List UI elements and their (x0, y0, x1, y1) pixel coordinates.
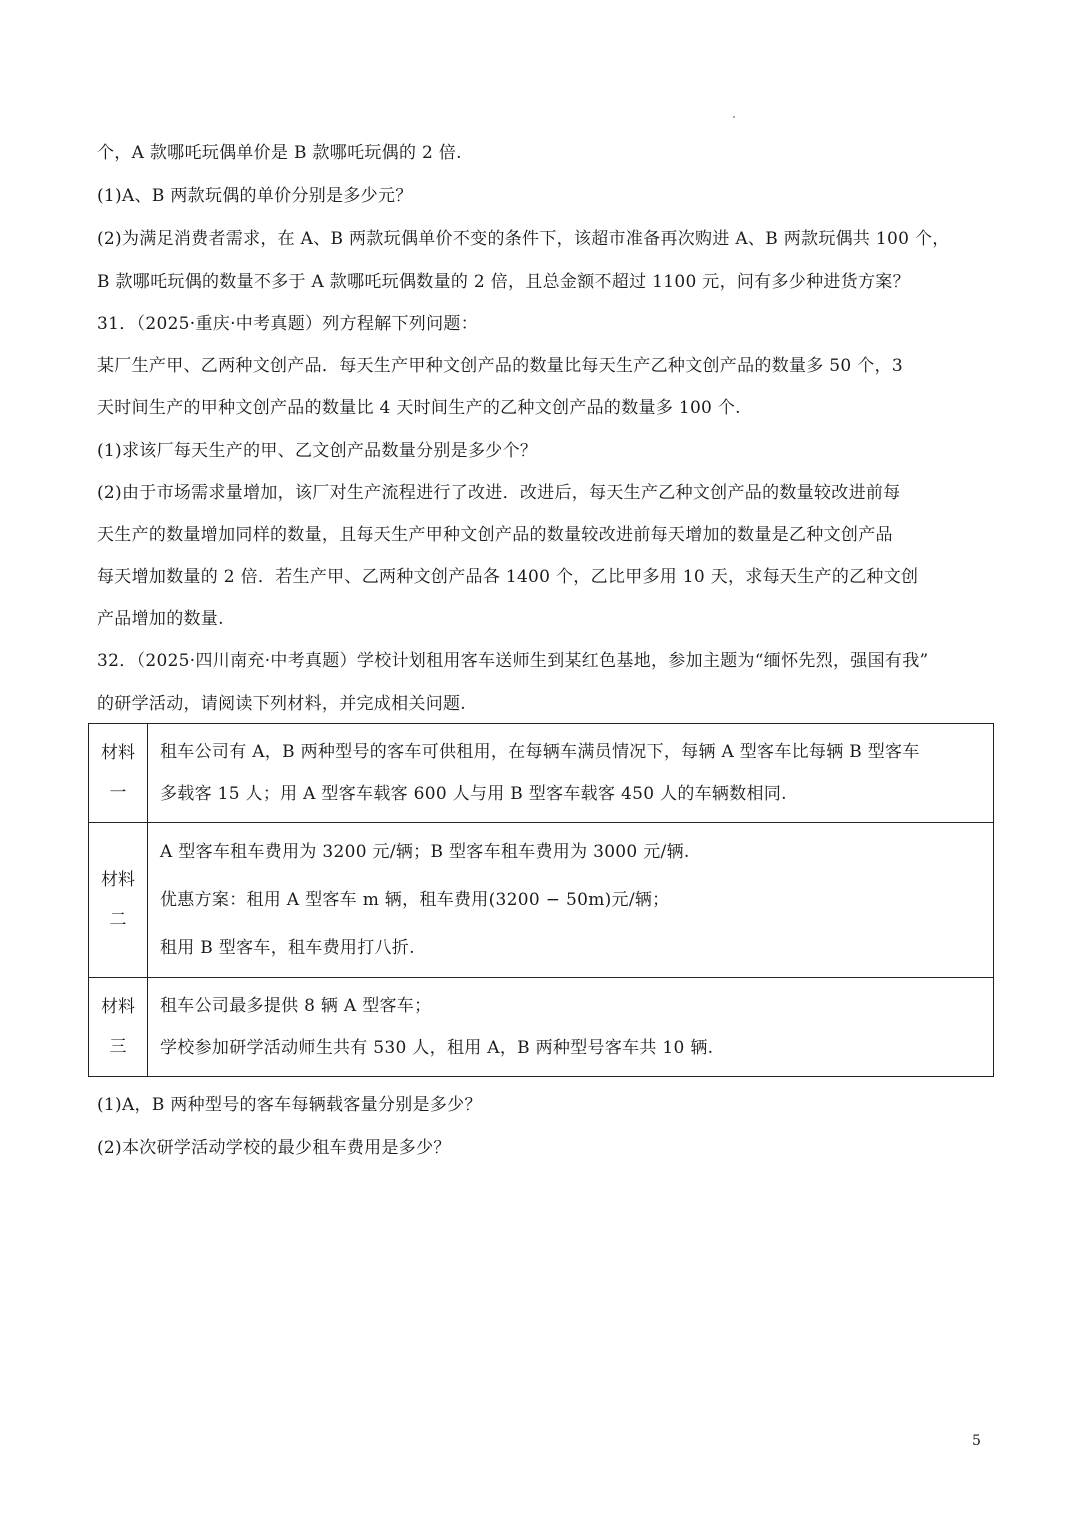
question-32-heading: 32．（2025·四川南充·中考真题）学校计划租用客车送师生到某红色基地，参加主题为“缅怀先烈，强国有我” (97, 651, 929, 671)
text-line: B 款哪吒玩偶的数量不多于 A 款哪吒玩偶数量的 2 倍，且总金额不超过 1100 元，问有多少种进货方案？ (97, 272, 910, 292)
material-label: 材料 (101, 743, 135, 763)
text-line: 天生产的数量增加同样的数量，且每天生产甲种文创产品的数量较改进前每天增加的数量是乙种文创产品 (97, 525, 893, 545)
materials-table (88, 723, 994, 1077)
text-line: (1)A，B 两种型号的客车每辆载客量分别是多少？ (97, 1095, 482, 1115)
text-line: 天时间生产的甲种文创产品的数量比 4 天时间生产的乙种文创产品的数量多 100 个. (97, 398, 741, 418)
material-label-cell (89, 724, 148, 823)
scan-speck (733, 116, 735, 118)
material-text: 租车公司有 A，B 两种型号的客车可供租用，在每辆车满员情况下，每辆 A 型客车比每辆 B 型客车 (160, 742, 920, 762)
material-label: 一 (109, 783, 127, 803)
material-text: 租车公司最多提供 8 辆 A 型客车； (160, 996, 432, 1016)
text-line: (1)求该厂每天生产的甲、乙文创产品数量分别是多少个？ (97, 441, 538, 461)
material-label: 二 (109, 910, 127, 930)
table-row (89, 724, 994, 823)
material-text: 优惠方案：租用 A 型客车 m 辆，租车费用(3200 − 50m)元/辆； (160, 890, 670, 910)
material-label: 材料 (101, 997, 135, 1017)
material-text: 学校参加研学活动师生共有 530 人，租用 A，B 两种型号客车共 10 辆. (160, 1038, 714, 1058)
material-label-cell (89, 823, 148, 978)
table-row (89, 823, 994, 978)
text-line: (2)为满足消费者需求，在 A、B 两款玩偶单价不变的条件下，该超市准备再次购进 A、B 两款玩偶共 100 个， (97, 229, 950, 249)
material-content-cell (148, 978, 994, 1077)
text-line: 某厂生产甲、乙两种文创产品．每天生产甲种文创产品的数量比每天生产乙种文创产品的数量多 50 个，3 (97, 356, 903, 376)
material-label: 材料 (101, 870, 135, 890)
material-content-cell (148, 823, 994, 978)
text-line: 个，A 款哪吒玩偶单价是 B 款哪吒玩偶的 2 倍. (97, 143, 462, 163)
material-text: A 型客车租车费用为 3200 元/辆；B 型客车租车费用为 3000 元/辆. (160, 842, 690, 862)
material-label-cell (89, 978, 148, 1077)
material-label: 三 (109, 1037, 127, 1057)
text-line: 的研学活动，请阅读下列材料，并完成相关问题. (97, 694, 467, 714)
text-line: 每天增加数量的 2 倍．若生产甲、乙两种文创产品各 1400 个，乙比甲多用 10 天，求每天生产的乙种文创 (97, 567, 919, 587)
material-text: 租用 B 型客车，租车费用打八折. (160, 938, 415, 958)
text-line: (1)A、B 两款玩偶的单价分别是多少元？ (97, 186, 413, 206)
text-line: (2)本次研学活动学校的最少租车费用是多少？ (97, 1138, 451, 1158)
text-line: (2)由于市场需求量增加，该厂对生产流程进行了改进．改进后，每天生产乙种文创产品的数量较改进前每 (97, 483, 901, 503)
material-content-cell (148, 724, 994, 823)
material-text: 多载客 15 人；用 A 型客车载客 600 人与用 B 型客车载客 450 人的车辆数相同. (160, 784, 787, 804)
text-line: 产品增加的数量. (97, 609, 224, 629)
table-row (89, 978, 994, 1077)
page-number: 5 (972, 1433, 981, 1449)
question-31-heading: 31．（2025·重庆·中考真题）列方程解下列问题： (97, 314, 479, 334)
